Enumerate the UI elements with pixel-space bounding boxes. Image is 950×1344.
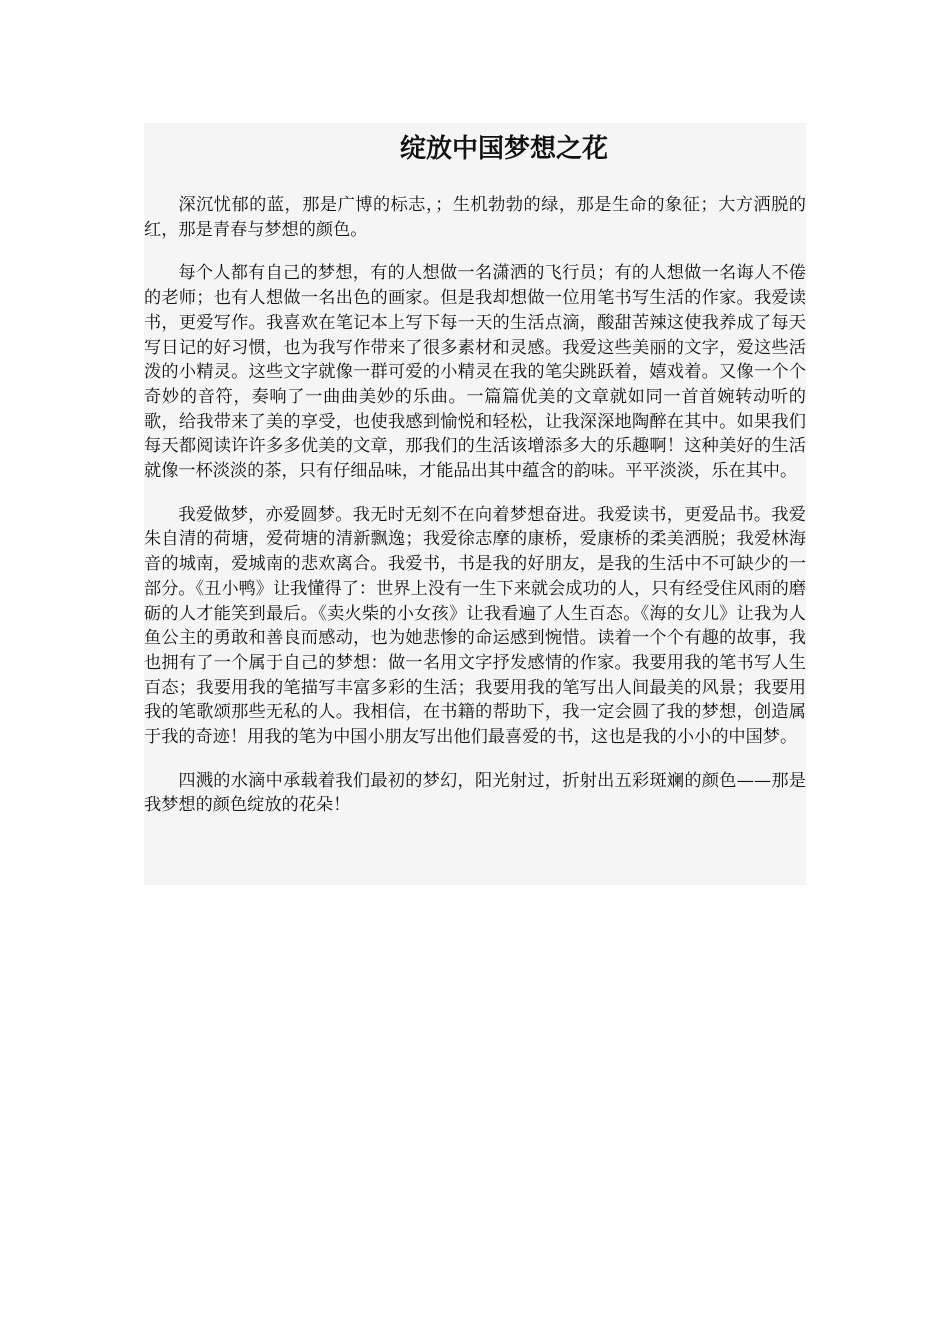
paragraph-2: 每个人都有自己的梦想，有的人想做一名潇洒的飞行员；有的人想做一名诲人不倦的老师；也有人想做一名出色的画家。但是我却想做一位用笔书写生活的作家。我爱读书，更爱写作。我喜欢在笔记本上写下每一天的生活点滴，酸甜苦辣这使我养成了每天写日记的好习惯，也为我写作带来了很多素材和灵感。我爱这些美丽的文字，爱这些活泼的小精灵。这些文字就像一群可爱的小精灵在我的笔尖跳跃着，嬉戏着。又像一个个奇妙的音符，奏响了一曲曲美妙的乐曲。一篇篇优美的文章就如同一首首婉转动听的歌，给我带来了美的享受，也使我感到愉悦和轻松，让我深深地陶醉在其中。如果我们每天都阅读许许多多优美的文章，那我们的生活该增添多大的乐趣啊！这种美好的生活就像一杯淡淡的茶，只有仔细品味，才能品出其中蕴含的韵味。平平淡淡，乐在其中。 bbox=[144, 263, 806, 482]
paragraph-3: 我爱做梦，亦爱圆梦。我无时无刻不在向着梦想奋进。我爱读书，更爱品书。我爱朱自清的荷塘，爱荷塘的清新飘逸；我爱徐志摩的康桥，爱康桥的柔美洒脱；我爱林海音的城南，爱城南的悲欢离合。我爱书，书是我的好朋友，是我的生活中不可缺少的一部分。《丑小鸭》让我懂得了：世界上没有一生下来就会成功的人，只有经受住风雨的磨砺的人才能笑到最后。《卖火柴的小女孩》让我看遍了人生百态。《海的女儿》让我为人鱼公主的勇敢和善良而感动，也为她悲惨的命运感到惋惜。读着一个个有趣的故事，我也拥有了一个属于自己的梦想：做一名用文字抒发感情的作家。我要用我的笔书写人生百态；我要用我的笔描写丰富多彩的生活；我要用我的笔写出人间最美的风景；我要用我的笔歌颂那些无私的人。我相信，在书籍的帮助下，我一定会圆了我的梦想，创造属于我的奇迹！用我的笔为中国小朋友写出他们最喜爱的书，这也是我的小小的中国梦。 bbox=[144, 504, 806, 748]
paragraph-4: 四溅的水滴中承载着我们最初的梦幻，阳光射过，折射出五彩斑斓的颜色——那是我梦想的颜色绽放的花朵！ bbox=[144, 770, 806, 816]
document-body bbox=[144, 123, 806, 885]
paragraph-1: 深沉忧郁的蓝，那是广博的标志，；生机勃勃的绿，那是生命的象征；大方洒脱的红，那是青春与梦想的颜色。 bbox=[144, 195, 806, 240]
document-title: 绽放中国梦想之花 bbox=[399, 134, 608, 164]
